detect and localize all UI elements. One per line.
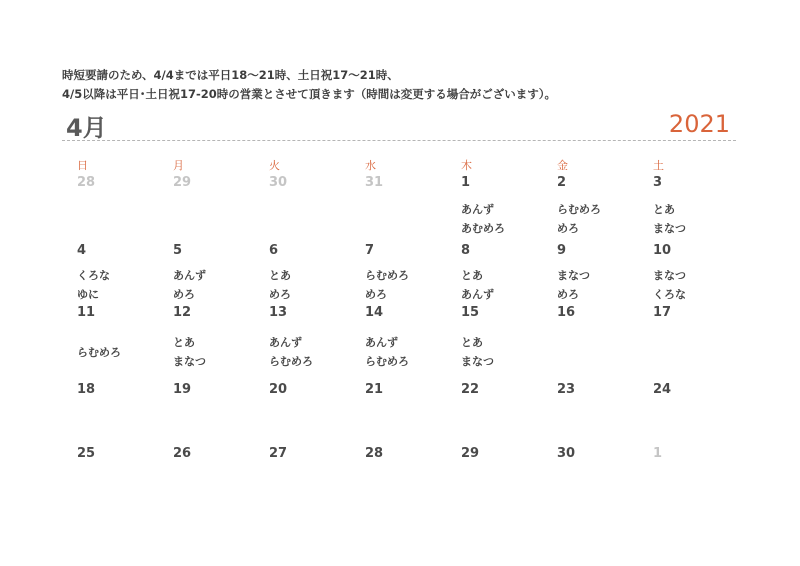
calendar-day: 6 bbox=[269, 243, 279, 258]
weekday-header: 水 bbox=[365, 159, 376, 172]
calendar-day: 12 bbox=[173, 305, 192, 320]
staff-schedule bbox=[173, 333, 206, 371]
staff-name: あんず bbox=[365, 336, 398, 349]
notice-line-1: 時短要請のため、4/4までは平日18～21時、土日祝17～21時、 bbox=[62, 68, 399, 82]
staff-name: らむめろ bbox=[365, 269, 409, 282]
staff-name: くろな bbox=[77, 269, 110, 282]
calendar-day: 15 bbox=[461, 305, 480, 320]
calendar-day: 16 bbox=[557, 305, 576, 320]
calendar-day: 5 bbox=[173, 243, 183, 258]
staff-name: あんず bbox=[461, 288, 494, 301]
staff-name: らむめろ bbox=[365, 355, 409, 368]
staff-name: めろ bbox=[557, 222, 579, 235]
calendar-day: 19 bbox=[173, 382, 192, 397]
calendar-day-other-month: 31 bbox=[365, 175, 384, 190]
staff-name: らむめろ bbox=[269, 355, 313, 368]
calendar-day-other-month: 28 bbox=[77, 175, 96, 190]
staff-schedule bbox=[557, 200, 601, 238]
calendar-day-other-month: 1 bbox=[653, 446, 663, 461]
calendar-day: 21 bbox=[365, 382, 384, 397]
staff-schedule bbox=[461, 333, 494, 371]
calendar-day: 26 bbox=[173, 446, 192, 461]
calendar-day: 7 bbox=[365, 243, 375, 258]
calendar-day: 8 bbox=[461, 243, 471, 258]
staff-schedule bbox=[365, 333, 409, 371]
staff-schedule bbox=[77, 343, 121, 362]
staff-schedule bbox=[269, 333, 313, 371]
header-divider bbox=[62, 140, 736, 141]
calendar-day: 29 bbox=[461, 446, 480, 461]
calendar-day: 30 bbox=[557, 446, 576, 461]
staff-name: ゆに bbox=[77, 288, 99, 301]
weekday-header: 日 bbox=[77, 159, 88, 172]
staff-name: くろな bbox=[653, 288, 686, 301]
weekday-header: 土 bbox=[653, 159, 664, 172]
calendar-day: 25 bbox=[77, 446, 96, 461]
staff-name: あんず bbox=[173, 269, 206, 282]
calendar-day: 4 bbox=[77, 243, 87, 258]
weekday-header: 火 bbox=[269, 159, 280, 172]
staff-name: まなつ bbox=[653, 222, 686, 235]
calendar-day: 9 bbox=[557, 243, 567, 258]
calendar-day: 18 bbox=[77, 382, 96, 397]
calendar-day: 20 bbox=[269, 382, 288, 397]
calendar-day: 1 bbox=[461, 175, 471, 190]
staff-name: とあ bbox=[461, 269, 483, 282]
calendar-day: 10 bbox=[653, 243, 672, 258]
calendar-day: 27 bbox=[269, 446, 288, 461]
staff-name: あむめろ bbox=[461, 222, 505, 235]
calendar-day: 2 bbox=[557, 175, 567, 190]
staff-name: あんず bbox=[461, 203, 494, 216]
year-title: 2021 bbox=[668, 110, 730, 138]
staff-schedule bbox=[269, 266, 291, 304]
staff-name: とあ bbox=[461, 336, 483, 349]
calendar-day: 14 bbox=[365, 305, 384, 320]
staff-name: まなつ bbox=[653, 269, 686, 282]
weekday-header: 木 bbox=[461, 159, 472, 172]
month-title: 4月 bbox=[66, 114, 107, 142]
staff-name: とあ bbox=[173, 336, 195, 349]
notice-line-2: 4/5以降は平日･土日祝17-20時の営業とさせて頂きます（時間は変更する場合がございます）。 bbox=[62, 87, 556, 101]
staff-schedule bbox=[557, 266, 590, 304]
calendar-day: 28 bbox=[365, 446, 384, 461]
staff-name: らむめろ bbox=[77, 346, 121, 359]
staff-name: あんず bbox=[269, 336, 302, 349]
staff-schedule bbox=[461, 266, 494, 304]
calendar-day: 23 bbox=[557, 382, 576, 397]
staff-schedule bbox=[173, 266, 206, 304]
calendar-day: 3 bbox=[653, 175, 663, 190]
staff-schedule bbox=[461, 200, 505, 238]
notice-text bbox=[62, 66, 556, 104]
staff-schedule bbox=[653, 266, 686, 304]
calendar-day: 13 bbox=[269, 305, 288, 320]
staff-name: らむめろ bbox=[557, 203, 601, 216]
staff-name: めろ bbox=[173, 288, 195, 301]
calendar-day: 11 bbox=[77, 305, 96, 320]
staff-name: まなつ bbox=[557, 269, 590, 282]
staff-name: めろ bbox=[365, 288, 387, 301]
staff-schedule bbox=[365, 266, 409, 304]
calendar-day: 24 bbox=[653, 382, 672, 397]
calendar-day: 22 bbox=[461, 382, 480, 397]
weekday-header: 金 bbox=[557, 159, 568, 172]
staff-name: とあ bbox=[269, 269, 291, 282]
staff-name: めろ bbox=[269, 288, 291, 301]
calendar-day-other-month: 29 bbox=[173, 175, 192, 190]
calendar-day-other-month: 30 bbox=[269, 175, 288, 190]
staff-schedule bbox=[77, 266, 110, 304]
weekday-header: 月 bbox=[173, 159, 184, 172]
calendar-day: 17 bbox=[653, 305, 672, 320]
staff-name: まなつ bbox=[461, 355, 494, 368]
staff-name: めろ bbox=[557, 288, 579, 301]
staff-schedule bbox=[653, 200, 686, 238]
staff-name: まなつ bbox=[173, 355, 206, 368]
staff-name: とあ bbox=[653, 203, 675, 216]
